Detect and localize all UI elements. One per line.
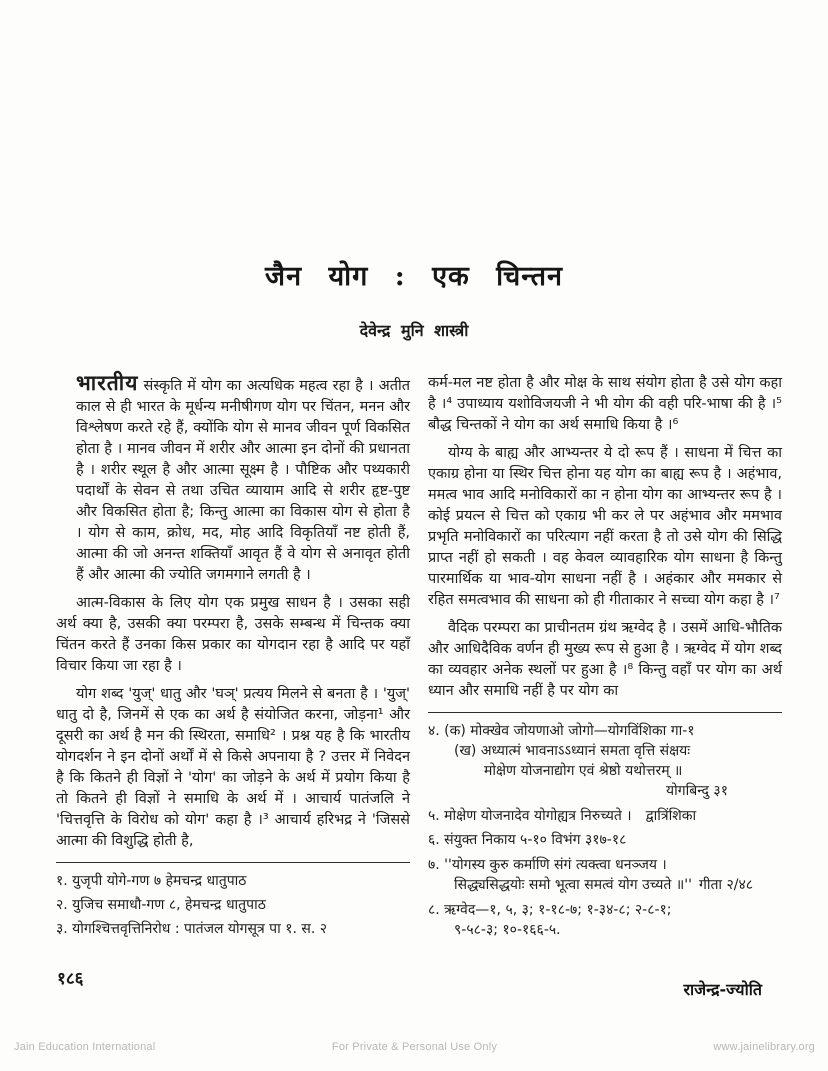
page-number: १८६ [57,969,84,989]
two-column-body [0,373,828,940]
paragraph-3: योग शब्द 'युज्' धातु और 'घञ्' प्रत्यय मिलने से बनता है । 'युज्' धातु दो है, जिनमें से एक का अर्थ है संयोजित करना, जोड़ना¹ और दूसरी का अर्थ है मन की स्थिरता, समाधि² । प्रश्न यह है कि भारतीय योगदर्शन ने इन दोनों अर्थों में से किसे अपनाया है ? उत्तर में निवेदन है कि कितने ही विज्ञों ने 'योग' का जोड़ने के अर्थ में प्रयोग किया है तो कितने ही विज्ञों ने समाधि के अर्थ में । आचार्य पातंजलि ने 'चित्तवृत्ति के विरोध को योग' कहा है ।³ आचार्य हरिभद्र ने 'जिससे आत्मा की विशुद्धि होती है, [56,686,410,849]
opening-word: भारतीय [76,371,139,395]
paragraph-1-text: संस्कृति में योग का अत्यधिक महत्व रहा है । अतीत काल से ही भारत के मूर्धन्य मनीषीगण योग पर चिंतन, मनन और विश्लेषण करते रहे हैं, क्योंकि योग से मानव जीवन पूर्ण विकसित होता है । मानव जीवन में शरीर और आत्मा इन दोनों की प्रधानता है । शरीर स्थूल है और आत्मा सूक्ष्म है । पौष्टिक और पथ्यकारी पदार्थों के सेवन से तथा उचित व्यायाम आदि से शरीर हृष्ट-पुष्ट और विकसित होता है; किन्तु आत्मा का विकास योग से होता है । योग से काम, क्रोध, मद, मोह आदि विकृतियाँ नष्ट होती हैं, आत्मा की जो अनन्त शक्तियाँ आवृत हैं वे योग से अनावृत होती हैं और आत्मा की ज्योति जगमगाने लगती है । [76,378,410,583]
footnote-4-line-4: योगबिन्दु ३१ [665,783,728,799]
watermark-center: For Private & Personal Use Only [331,1041,498,1053]
page-footer-row [57,966,762,1000]
right-column [428,373,782,940]
journal-name: राजेन्द्र-ज्योति [683,980,762,999]
footnote-8-line-2: ९-५८-३; १०-१६६-५. [454,922,561,938]
paragraph-1 [56,373,410,586]
footnote-7-line-1: ७. ''योगस्य कुरु कर्माणि संगं त्यक्त्वा धनञ्जय । [428,857,667,873]
footnote-5: ५. मोक्षेण योजनादेव योगोह्यत्र निरुच्यते । द्वात्रिंशिका [428,808,697,824]
footnote-7-line-2: सिद्ध्यसिद्धयोः समो भूत्वा समत्वं योग उच्यते ॥'' गीता २/४८ [454,877,754,893]
left-column [56,373,410,940]
footnote-3: ३. योगश्चित्तवृत्तिनिरोध : पातंजल योगसूत्र पा १. स. २ [56,921,328,937]
footnote-8 [428,900,782,940]
footnote-4 [428,721,782,801]
footnote-1: १. युजृपी योगे-गण ७ हेमचन्द्र धातुपाठ [56,873,247,889]
footnote-4-line-3: मोक्षेण योजनाद्योग एवं श्रेष्ठो यथोत्तरम् ॥ [484,763,683,779]
footnote-7 [428,855,782,895]
footnote-divider-left [56,862,410,863]
author-name: देवेन्द्र मुनि शास्त्री [359,321,469,340]
paragraph-2: आत्म-विकास के लिए योग एक प्रमुख साधन है । उसका सही अर्थ क्या है, उसकी क्या परम्परा है, उसके सम्बन्ध में चिन्तक क्या चिंतन करते हैं उनका किस प्रकार का योगदान रहा है आदि पर यहाँ विचार किया जा रहा है । [56,595,410,674]
watermark-left: Jain Education International [14,1041,156,1053]
footnote-8-line-1: ८. ऋग्वेद—१, ५, ३; १-१८-७; १-३४-८; २-८-१; [428,902,672,918]
footnote-2: २. युजिच समाधौ-गण ८, हेमचन्द्र धातुपाठ [56,897,266,913]
footnote-4-line-2: (ख) अध्यात्मं भावनाऽऽध्यानं समता वृत्ति संक्षयः [454,743,691,759]
footnote-6: ६. संयुक्त निकाय ५-१० विभंग ३१७-१८ [428,832,627,848]
footnote-divider-right [428,712,782,713]
watermark-right: www.jainelibrary.org [713,1041,815,1053]
paragraph-4: कर्म-मल नष्ट होता है और मोक्ष के साथ संयोग होता है उसे योग कहा है ।⁴ उपाध्याय यशोविजयजी ने भी योग की वही परि-भाषा की है ।⁵ बौद्ध चिन्तकों ने योग का अर्थ समाधि किया है ।⁶ [428,375,782,433]
scan-watermark-footer [14,1041,815,1053]
footnote-4-line-1: ४. (क) मोक्खेव जोयणाओ जोगो—योगविंशिका गा-१ [428,723,695,739]
paragraph-5: योग्य के बाह्य और आभ्यन्तर ये दो रूप हैं । साधना में चित्त का एकाग्र होना या स्थिर चित्त होना यह योग का बाह्य रूप है । अहंभाव, ममत्व भाव आदि मनोविकारों का न होना योग का आभ्यन्तर रूप है । कोई प्रयत्न से चित्त को एकाग्र भी कर ले पर अहंभाव और ममभाव प्रभृति मनोविकारों का परित्याग नहीं करता है तो उसे योग की सिद्धि प्राप्त नहीं हो सकती । वह केवल व्यावहारिक योग साधना है किन्तु पारमार्थिक या भाव-योग साधना नहीं है । अहंकार और ममकार से रहित समत्वभाव की साधना को ही गीताकार ने सच्चा योग कहा है ।⁷ [428,445,782,608]
article-title: जैन योग : एक चिन्तन [265,261,563,292]
paragraph-6: वैदिक परम्परा का प्राचीनतम ग्रंथ ऋग्वेद है । उसमें आधि-भौतिक और आधिदैविक वर्णन ही मुख्य रूप से हुआ है । ऋग्वेद में योग शब्द का व्यवहार अनेक स्थलों पर हुआ है ।⁸ किन्तु वहाँ पर योग का अर्थ ध्यान और समाधि नहीं है पर योग का [428,620,782,699]
